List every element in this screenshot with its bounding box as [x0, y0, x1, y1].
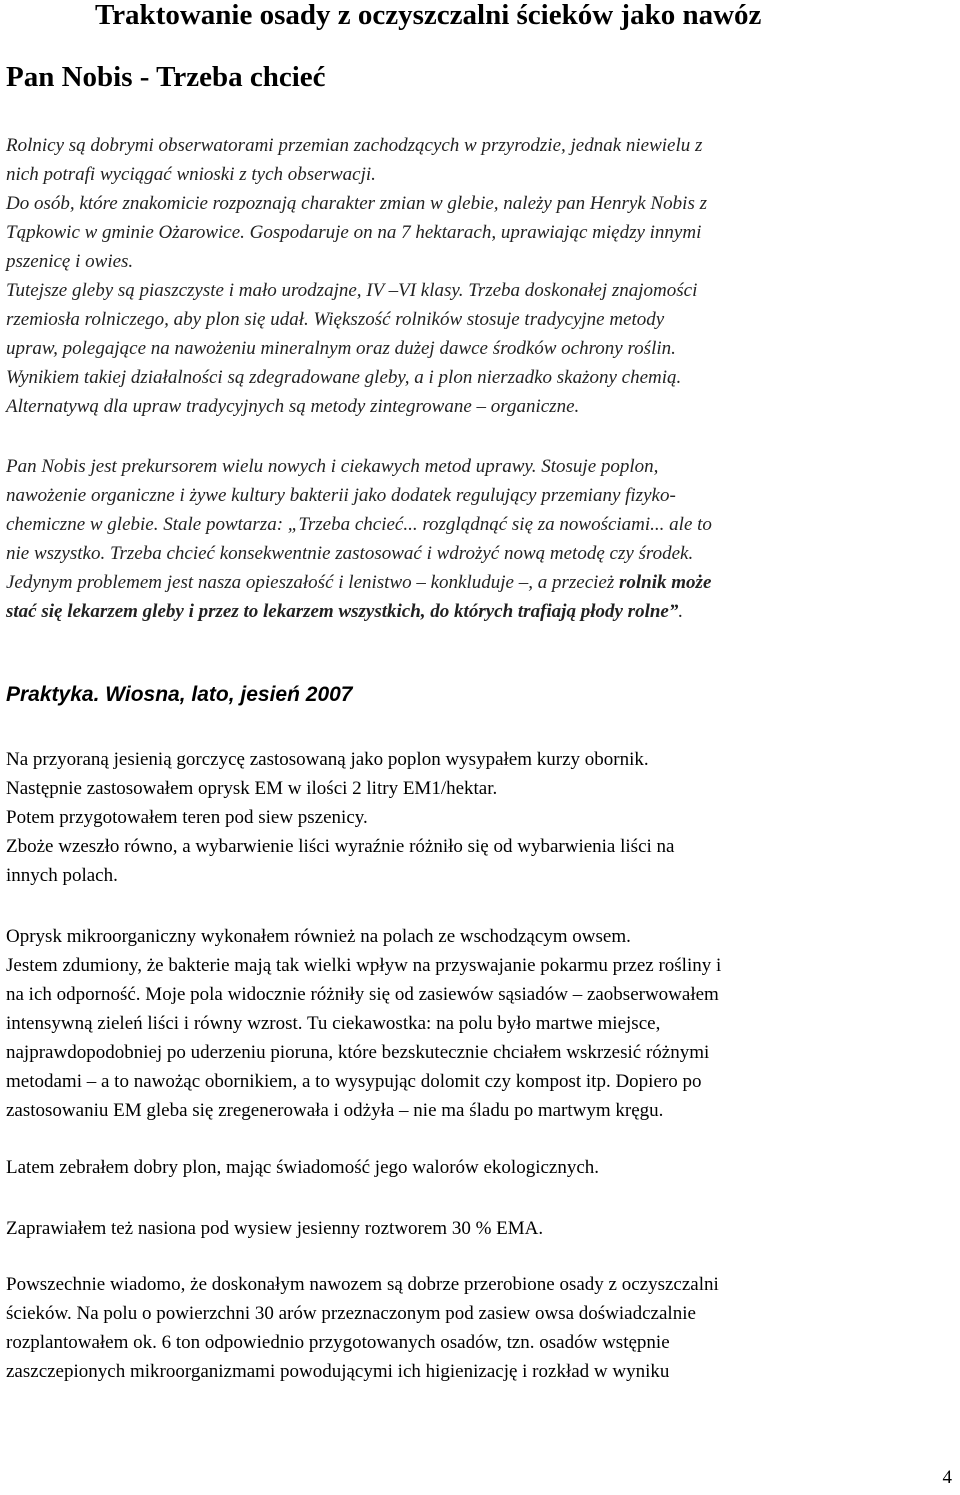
text-line: Rolnicy są dobrymi obserwatorami przemian zachodzących w przyrodzie, jednak niewielu z [6, 135, 703, 156]
practice-paragraph-3 [6, 1153, 956, 1182]
text-line: Tutejsze gleby są piaszczyste i mało urodzajne, IV –VI klasy. Trzeba doskonałej znajomości [6, 280, 698, 301]
text-line: Tąpkowic w gminie Ożarowice. Gospodaruje on na 7 hektarach, uprawiając między innymi [6, 222, 702, 243]
text-line: Zboże wzeszło równo, a wybarwienie liści wyraźnie różniło się od wybarwienia liści na [6, 836, 675, 857]
text-line: Pan Nobis jest prekursorem wielu nowych i ciekawych metod uprawy. Stosuje poplon, [6, 456, 659, 477]
text-line: pszenicę i owies. [6, 251, 134, 272]
text-line: intensywną zieleń liści i równy wzrost. Tu ciekawostka: na polu było martwe miejsce, [6, 1013, 661, 1034]
text-line: Alternatywą dla upraw tradycyjnych są metody zintegrowane – organiczne. [6, 396, 580, 417]
intro-paragraph [6, 131, 956, 421]
text-line: rozplantowałem ok. 6 ton odpowiednio przygotowanych osadów, tzn. osadów wstępnie [6, 1332, 670, 1353]
text-line: Potem przygotowałem teren pod siew pszenicy. [6, 807, 368, 828]
text-line: Na przyoraną jesienią gorczycę zastosowaną jako poplon wysypałem kurzy obornik. [6, 749, 649, 770]
text-line: innych polach. [6, 865, 118, 886]
practice-paragraph-4 [6, 1214, 956, 1243]
text-line: Oprysk mikroorganiczny wykonałem również na polach ze wschodzącym owsem. [6, 926, 631, 947]
prekursor-paragraph [6, 452, 956, 626]
emphasis-text: rolnik może [619, 572, 712, 593]
text-line: nich potrafi wyciągać wnioski z tych obserwacji. [6, 164, 376, 185]
text-line: nie wszystko. Trzeba chcieć konsekwentnie zastosować i wdrożyć nową metodę czy środek. [6, 543, 694, 564]
text-line: metodami – a to nawożąc obornikiem, a to wysypując dolomit czy kompost itp. Dopiero po [6, 1071, 702, 1092]
text-line: Wynikiem takiej działalności są zdegradowane gleby, a i plon nierzadko skażony chemią. [6, 367, 682, 388]
text-line: zaszczepionych mikroorganizmami powodującymi ich higienizację i rozkład w wyniku [6, 1361, 670, 1382]
text-line: Jestem zdumiony, że bakterie mają tak wielki wpływ na przyswajanie pokarmu przez rośliny i [6, 955, 722, 976]
page-number: 4 [942, 1467, 952, 1488]
text-line: Zaprawiałem też nasiona pod wysiew jesienny roztworem 30 % EMA. [6, 1218, 544, 1239]
text-line: Do osób, które znakomicie rozpoznają charakter zmian w glebie, należy pan Henryk Nobis z [6, 193, 707, 214]
text-line: na ich odporność. Moje pola widocznie różniły się od zasiewów sąsiadów – zaobserwowałem [6, 984, 719, 1005]
document-subtitle: Pan Nobis - Trzeba chcieć [6, 61, 326, 93]
document-title: Traktowanie osady z oczyszczalni ścieków jako nawóz [95, 0, 762, 31]
text-segment: . [678, 601, 684, 622]
text-line: ścieków. Na polu o powierzchni 30 arów przeznaczonym pod zasiew owsa doświadczalnie [6, 1303, 696, 1324]
text-line [6, 568, 956, 597]
text-line [6, 597, 956, 626]
text-line: rzemiosła rolniczego, aby plon się udał. Większość rolników stosuje tradycyjne metody [6, 309, 665, 330]
practice-paragraph-2 [6, 922, 956, 1125]
emphasis-text: stać się lekarzem gleby i przez to lekarzem wszystkich, do których trafiają płody rolne” [6, 601, 679, 622]
text-line: Latem zebrałem dobry plon, mając świadomość jego walorów ekologicznych. [6, 1157, 600, 1178]
section-heading: Praktyka. Wiosna, lato, jesień 2007 [6, 683, 353, 706]
text-segment: Jedynym problemem jest nasza opieszałość i lenistwo – konkluduje –, a przecież [6, 572, 619, 593]
text-line: Powszechnie wiadomo, że doskonałym nawozem są dobrze przerobione osady z oczyszczalni [6, 1274, 719, 1295]
text-line: upraw, polegające na nawożeniu mineralnym oraz dużej dawce środków ochrony roślin. [6, 338, 676, 359]
text-line: zastosowaniu EM gleba się zregenerowała i odżyła – nie ma śladu po martwym kręgu. [6, 1100, 664, 1121]
text-line: Następnie zastosowałem oprysk EM w ilości 2 litry EM1/hektar. [6, 778, 498, 799]
practice-paragraph-5 [6, 1270, 956, 1386]
text-line: chemiczne w glebie. Stale powtarza: „Trzeba chcieć... rozglądnąć się za nowościami... ale to [6, 514, 712, 535]
practice-paragraph-1 [6, 745, 956, 890]
text-line: najprawdopodobniej po uderzeniu pioruna, które bezskutecznie chciałem wskrzesić różnymi [6, 1042, 710, 1063]
text-line: nawożenie organiczne i żywe kultury bakterii jako dodatek regulujący przemiany fizyko- [6, 485, 676, 506]
